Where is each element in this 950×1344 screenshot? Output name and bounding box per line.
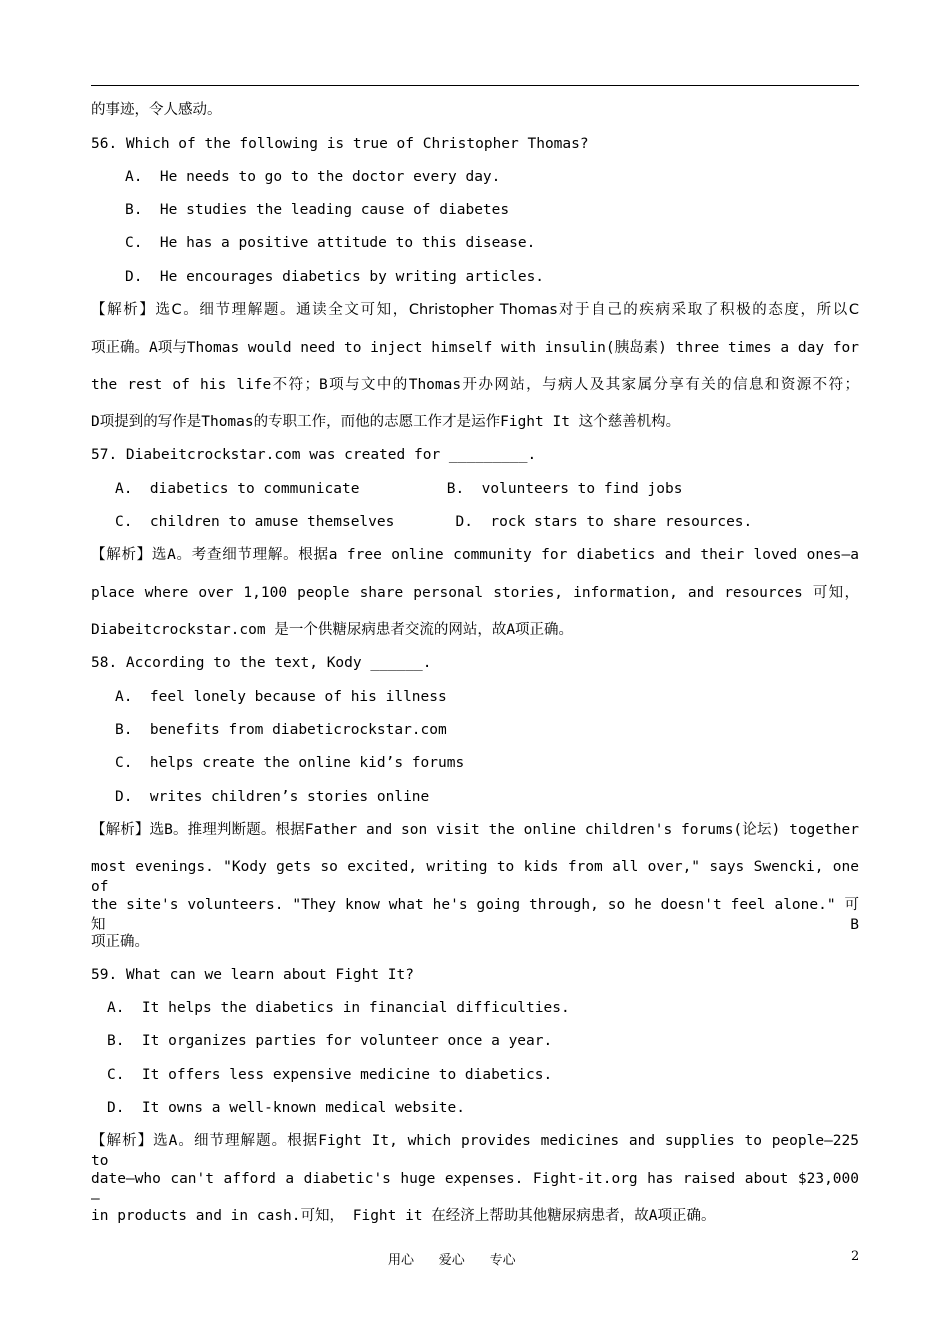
option-58-a: A. feel lonely because of his illness xyxy=(115,689,447,705)
option-58-c: C. helps create the online kid’s forums xyxy=(115,755,465,771)
option-59-c: C. It offers less expensive medicine to diabetics. xyxy=(107,1067,553,1083)
explanation-59-line: date—who can't afford a diabetic's huge expenses. Fight-it.org has raised about $23,000— xyxy=(91,1171,859,1207)
text-line: 的事迹，令人感动。 xyxy=(91,102,222,118)
explanation-56-line: 【解析】选C。细节理解题。通读全文可知，Christopher Thomas对于自己的疾病采取了积极的态度，所以C xyxy=(91,302,859,318)
option-59-b: B. It organizes parties for volunteer once a year. xyxy=(107,1033,553,1049)
explanation-59-line: in products and in cash.可知， Fight it 在经济上帮助其他糖尿病患者，故A项正确。 xyxy=(91,1208,716,1224)
option-56-d: D. He encourages diabetics by writing articles. xyxy=(125,269,545,285)
explanation-57-line: place where over 1,100 people share personal stories, information, and resources 可知， xyxy=(91,585,859,601)
explanation-57-line: Diabeitcrockstar.com 是一个供糖尿病患者交流的网站，故A项正确。 xyxy=(91,622,574,638)
option-58-d: D. writes children’s stories online xyxy=(115,789,430,805)
option-56-b: B. He studies the leading cause of diabetes xyxy=(125,202,510,218)
option-56-c: C. He has a positive attitude to this disease. xyxy=(125,235,536,251)
explanation-56-line: the rest of his life不符；B项与文中的Thomas开办网站，与病人及其家属分享有关的信息和资源不符； xyxy=(91,377,859,393)
explanation-56-line: 项正确。A项与Thomas would need to inject himself with insulin(胰岛素) three times a day for xyxy=(91,340,859,356)
explanation-58-line: the site's volunteers. "They know what he's going through, so he doesn't feel alone." 可知B xyxy=(91,897,859,933)
option-58-b: B. benefits from diabeticrockstar.com xyxy=(115,722,447,738)
options-57-cd: C. children to amuse themselves D. rock stars to share resources. xyxy=(115,514,753,530)
explanation-58-line: most evenings. "Kody gets so excited, writing to kids from all over," says Swencki, one of xyxy=(91,859,859,895)
explanation-59-line: 【解析】选A。细节理解题。根据Fight It, which provides medicines and supplies to people—225 to xyxy=(91,1133,859,1169)
question-56: 56. Which of the following is true of Christopher Thomas? xyxy=(91,136,589,152)
option-59-a: A. It helps the diabetics in financial difficulties. xyxy=(107,1000,570,1016)
question-57: 57. Diabeitcrockstar.com was created for _________. xyxy=(91,447,537,463)
options-57-ab: A. diabetics to communicate B. volunteers to find jobs xyxy=(115,481,683,497)
header-rule xyxy=(91,85,859,86)
explanation-58-line: 项正确。 xyxy=(91,934,149,950)
question-58: 58. According to the text, Kody ______. xyxy=(91,655,432,671)
option-56-a: A. He needs to go to the doctor every day. xyxy=(125,169,501,185)
explanation-57-line: 【解析】选A。考查细节理解。根据a free online community for diabetics and their loved ones—a xyxy=(91,547,859,563)
explanation-58-line: 【解析】选B。推理判断题。根据Father and son visit the online children's forums(论坛) together xyxy=(91,822,859,838)
explanation-56-line: D项提到的写作是Thomas的专职工作，而他的志愿工作才是运作Fight It 这个慈善机构。 xyxy=(91,414,681,430)
page-footer: 用心 爱心 专心 xyxy=(388,1253,516,1268)
question-59: 59. What can we learn about Fight It? xyxy=(91,967,415,983)
option-59-d: D. It owns a well-known medical website. xyxy=(107,1100,465,1116)
page-number: 2 xyxy=(851,1249,860,1264)
